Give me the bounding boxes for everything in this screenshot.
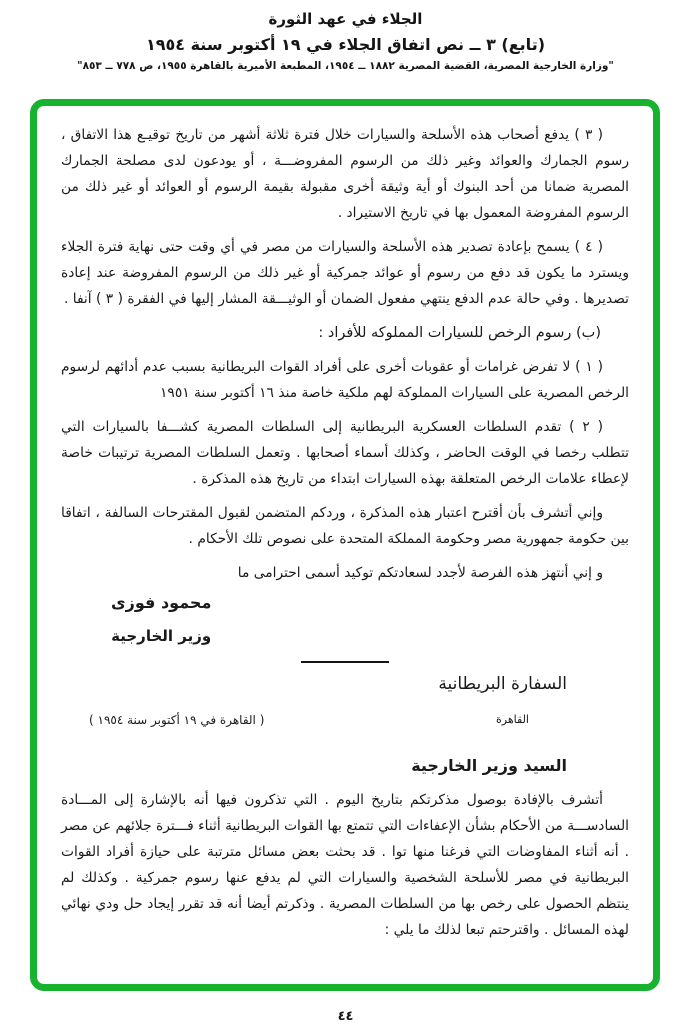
city-date-row: [61, 707, 629, 733]
document-header: [0, 8, 691, 72]
closing-paragraph: وإني أتشرف بأن أقترح اعتبار هذه المذكرة ، وردكم المتضمن لقبول المقترحات السالفة ، اتفاقا بين حكومة جمهورية مصر وحكومة المملكة المتحدة على نصوص تلك الأحكام .: [61, 505, 629, 547]
section-b-heading: (ب) رسوم الرخص للسيارات المملوكه للأفراد :: [318, 325, 601, 341]
embassy-letterhead: [61, 671, 629, 733]
document-title: الجلاء في عهد الثورة: [268, 10, 423, 28]
letter-date: ( القاهرة في ١٩ أكتوبر سنة ١٩٥٤ ): [89, 713, 265, 727]
paragraph-3: ( ٣ ) يدفع أصحاب هذه الأسلحة والسيارات خلال فترة ثلاثة أشهر من تاريخ توقيـع هذا الاتفاق ، رسوم الجمارك والعوائد وغير ذلك من الرسوم المفروضـــة ، أو يودعون لدى مصلحة الجمارك المصرية ضمانا من أحد البنوك أو أية وثيقة أخرى مقبولة بقيمة الرسوم أو العوائد أو غير ذلك من الرسوم المفروضة المعمول بها في تاريخ الاستيراد .: [61, 127, 629, 221]
document-subtitle: (تابع) ٣ ــ نص اتفاق الجلاء في ١٩ أكتوبر سنة ١٩٥٤: [145, 35, 546, 54]
item-1: ( ١ ) لا تفرض غرامات أو عقوبات أخرى على أفراد القوات البريطانية بسبب عدم أدائهم لرسوم الرخص المصرية على السيارات المملوكة لهم ملكية خاصة منذ ١٦ أكتوبر سنة ١٩٥١: [61, 359, 629, 401]
page-number: ٤٤: [337, 1009, 354, 1024]
addressee-line: السيد وزير الخارجية: [411, 756, 567, 775]
section-divider: [301, 661, 389, 663]
paragraph-4: ( ٤ ) يسمح بإعادة تصدير هذه الأسلحة والسيارات من مصر في أي وقت حتى نهاية فترة الجلاء ويسترد ما يكون قد دفع من رسوم أو عوائد جمركية أو غير ذلك من الرسوم المفروضة عند إعادة تصديرها . وفي حالة عدم الدفع ينتهي مفعول الضمان أو الوثيـــقة المشار إليها في الفقرة ( ٣ ) آنفا .: [61, 239, 629, 307]
signature-block: [111, 590, 211, 649]
embassy-name: السفارة البريطانية: [438, 674, 567, 694]
reply-letter: [61, 787, 629, 943]
courtesy-line: و إني أنتهز هذه الفرصة لأجدد لسعادتكم توكيد أسمى احترامى ما: [237, 565, 603, 581]
signature-name: محمود فوزى: [111, 593, 212, 612]
reply-body: أتشرف بالإفادة بوصول مذكرتكم بتاريخ اليوم . التي تذكرون فيها أنه بالإشارة إلى المـــادة السادســـة من الأحكام بشأن الإعفاءات التي تتمتع بها القوات البريطانية أثناء فـــترة جلائهم عن مصر . أنه أثناء المفاوضات التي فرغنا منها توا . قد بحثت بعض مسائل مترتبة على حيازة أفراد القوات البريطانية في مصر للأسلحة الشخصية والسيارات التي لم يدفع عنها رسوم جمركية . وكذلك لم ينتظم الحصول على رخص بها من السلطات المصرية . وذكرتم أيضا أنه قد تقرر إيجاد حل ودي نهائي لهذه المسائل . واقترحتم تبعا لذلك ما يلي :: [61, 792, 629, 938]
highlight-box: [30, 99, 660, 991]
signature-title: وزير الخارجية: [111, 627, 212, 645]
item-2: ( ٢ ) تقدم السلطات العسكرية البريطانية إلى السلطات المصرية كشـــفا بالسيارات التي تتطلب رخصا في الوقت الحاضر ، وكذلك أسماء أصحابها . وتعمل السلطات المصرية ترتيبات خاصة لإعطاء علامات الرخص المتعلقة بهذه السيارات ابتداء من تاريخ هذه المذكرة .: [61, 419, 629, 487]
source-citation: "وزارة الخارجية المصرية، القضية المصرية ١٨٨٢ ــ ١٩٥٤، المطبعة الأميرية بالقاهرة ١٩٥٥، ص ٧٧٨ ــ ٨٥٣": [77, 60, 614, 72]
embassy-city: القاهرة: [496, 713, 529, 726]
